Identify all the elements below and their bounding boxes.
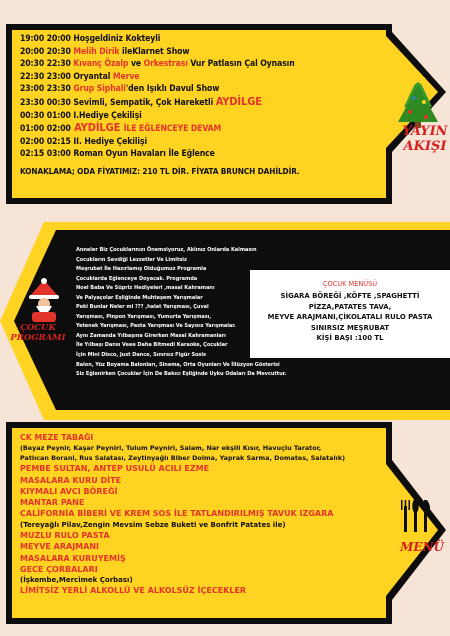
menu-item: LİMİTSİZ YERLİ ALKOLLÜ VE ALKOLSÜZ İÇECEKLER bbox=[20, 586, 247, 596]
accommodation-note: KONAKLAMA; ODA FİYATIMIZ: 210 TL DİR. FİYATA BRUNCH DAHİLDİR. bbox=[20, 165, 300, 176]
kids-menu-title: ÇOCUK MENÜSÜ bbox=[322, 280, 378, 288]
menu-item: MASALARA KURU DİTE bbox=[20, 475, 122, 485]
santa-claus-icon bbox=[24, 278, 64, 324]
menu-item: CALİFORNİA BİBERİ VE KREM SOS İLE TATLANDIRILMIŞ TAVUK IZGARA bbox=[20, 509, 334, 519]
schedule-row bbox=[20, 33, 350, 46]
menu-item: GECE ÇORBALARI bbox=[20, 564, 98, 574]
kids-paragraph-line: Peki Bunlar Neler mi ??? ,halat Yarışması, Çuval bbox=[76, 304, 209, 311]
menu-list bbox=[20, 432, 360, 597]
kids-paragraph-line: Balon, Yüz Boyama Balonları, Sinema, Orta Oyunları Ve İllüzyon Gösterisi bbox=[76, 361, 280, 368]
kids-paragraph-line: Çocuklarda Eğlenceye Doyacak. Programda bbox=[76, 275, 198, 282]
schedule-text: Kıvanç Özalp bbox=[70, 59, 131, 70]
schedule-time: 01:00 02:00 bbox=[20, 124, 71, 135]
menu-item: MANTAR PANE bbox=[20, 498, 85, 508]
schedule-text: Grup Siphali bbox=[70, 84, 126, 95]
kids-paragraph-line: Ve Palyaçolar Eşliğinde Muhteşem Yarışmalar bbox=[76, 294, 203, 301]
schedule-row bbox=[20, 136, 350, 149]
schedule-text: Vur Patlasın Çal Oynasın bbox=[190, 59, 295, 70]
schedule-text: Oryantal bbox=[70, 71, 113, 82]
menu-item: MEYVE ARAJMANI bbox=[20, 542, 100, 552]
schedule-row bbox=[20, 58, 350, 71]
menu-item: KIYMALI AVCI BÖREĞİ bbox=[20, 486, 118, 496]
kids-paragraph-line: İle Yılbaşı Dansı Veee Daha Bitmedi Karaoke, Çocuklar bbox=[76, 342, 228, 349]
menu-item: (Tereyağlı Pilav,Zengin Mevsim Sebze Buketi ve Bonfrit Patates ile) bbox=[20, 520, 286, 529]
kids-paragraph-line: Yetenek Yarışması, Pasta Yarışması Ve Sayısız Yarışmalar. bbox=[76, 323, 236, 330]
schedule-row bbox=[20, 122, 350, 136]
schedule-time: 23:30 00:30 bbox=[20, 97, 71, 108]
kids-side-title bbox=[2, 323, 74, 343]
schedule-text: ve bbox=[130, 59, 144, 70]
kids-menu-box bbox=[250, 270, 450, 358]
schedule-text: AYDİLGE bbox=[215, 94, 262, 108]
menu-item: CK MEZE TABAĞI bbox=[20, 433, 94, 442]
schedule-time: 00:30 01:00 bbox=[20, 110, 71, 121]
kids-side-title-line1: ÇOCUK bbox=[20, 323, 56, 333]
kids-paragraph-line: Anneler Biz Çocuklarınızı Önemsiyoruz, Aklınız Onlarda Kalmasın bbox=[76, 247, 257, 253]
schedule-text: Sevimli, Sempatik, Çok Hareketli bbox=[70, 97, 216, 108]
schedule-text: Orkestrası bbox=[143, 59, 191, 70]
kids-side-title-line2: PROGRAMI bbox=[10, 333, 66, 343]
schedule-time: 02:15 03:00 bbox=[20, 149, 71, 160]
schedule-text: Roman Oyun Havaları İle Eğlence bbox=[70, 149, 215, 160]
schedule-text: 'den Işıklı Davul Show bbox=[125, 84, 220, 95]
schedule-row bbox=[20, 96, 350, 110]
kids-menu-item: MEYVE ARAJMANI,ÇİKOLATALI RULO PASTA bbox=[267, 313, 433, 321]
schedule-time: 22:30 23:00 bbox=[20, 71, 71, 82]
schedule-time: 20:00 20:30 bbox=[20, 46, 71, 57]
schedule-time: 23:00 23:30 bbox=[20, 84, 71, 95]
kids-paragraph-line: Yarışması, Pinpon Yarışması, Yumurta Yarışması, bbox=[76, 313, 212, 320]
schedule-row bbox=[20, 71, 350, 84]
schedule-text: II. Hediye Çekilişi bbox=[70, 136, 148, 147]
menu-item: MASALARA KURUYEMİŞ bbox=[20, 553, 126, 563]
kids-paragraph-line: İçin Mini Disco, Just Dance, Sınırsız Figür Sosis bbox=[76, 352, 206, 359]
kids-paragraph-line: Çocukların Sevdiği Lezzetler Ve Limitsiz bbox=[76, 256, 187, 263]
menu-side-title: MENÜ bbox=[400, 540, 444, 554]
schedule-list bbox=[20, 33, 350, 178]
schedule-time: 20:30 22:30 bbox=[20, 59, 71, 70]
menu-item: (Beyaz Peynir, Kaşar Peyniri, Tulum Peyniri, Salam, Nar ekşili Kısır, Havuçlu Tarator, bbox=[20, 444, 322, 453]
kids-menu-item: SINIRSIZ MEŞRUBAT bbox=[310, 323, 390, 332]
schedule-text: AYDİLGE bbox=[70, 121, 124, 135]
schedule-time: 02:00 02:15 bbox=[20, 136, 71, 147]
schedule-row bbox=[20, 148, 350, 161]
menu-item: Patlıcan Borani, Rus Salatası, Zeytinyağlı Biber Dolma, Yaprak Sarma, Domates, Salatalık) bbox=[20, 454, 346, 463]
schedule-side-title bbox=[398, 124, 450, 154]
kids-menu-item: KİŞİ BAŞI :100 TL bbox=[316, 334, 384, 342]
menu-item: (İşkembe,Mercimek Çorbası) bbox=[20, 576, 133, 585]
schedule-text: ileKlarnet Show bbox=[122, 46, 190, 57]
schedule-row bbox=[20, 83, 350, 96]
cutlery-icon bbox=[401, 499, 430, 532]
kids-paragraph-line: Aynı Zamanda Yılbaşına Girerken Masal Kahramanları bbox=[76, 332, 226, 339]
kids-paragraph-line: Noel Baba Ve Süpriz Hediyeleri ,masal Kahramanı bbox=[76, 285, 215, 292]
kids-paragraph-line: Meşrubat İle Hazırlamış Olduğumuz Programla bbox=[76, 266, 207, 273]
schedule-text: Melih Dirik bbox=[70, 46, 122, 57]
menu-item: PEMBE SULTAN, ANTEP USULÜ ACILI EZME bbox=[20, 464, 210, 474]
schedule-text: İLE EĞLENCEYE DEVAM bbox=[123, 124, 222, 135]
kids-menu-list bbox=[250, 291, 450, 344]
kids-menu-item: PİZZA,PATATES TAVA, bbox=[308, 302, 392, 311]
menu-item: MUZLU RULO PASTA bbox=[20, 530, 110, 540]
schedule-row bbox=[20, 46, 350, 59]
kids-paragraph-line: Siz Eğlenirken Çocuklar İçin De Bakıcı Eşliğinde Uyku Odaları Da Mevcuttur. bbox=[76, 371, 287, 378]
kids-menu-item: SİGARA BÖREĞİ ,KÖFTE ,SPAGHETTİ bbox=[280, 292, 420, 300]
schedule-text: Merve bbox=[112, 71, 140, 82]
schedule-time: 19:00 20:00 bbox=[20, 34, 71, 44]
schedule-text: I.Hediye Çekilişi bbox=[70, 110, 142, 121]
schedule-row bbox=[20, 110, 350, 123]
schedule-side-title-line1: YAYIN bbox=[402, 124, 448, 139]
schedule-text: Hoşgeldiniz Kokteyli bbox=[70, 34, 161, 44]
schedule-side-title-line2: AKIŞI bbox=[403, 139, 447, 154]
